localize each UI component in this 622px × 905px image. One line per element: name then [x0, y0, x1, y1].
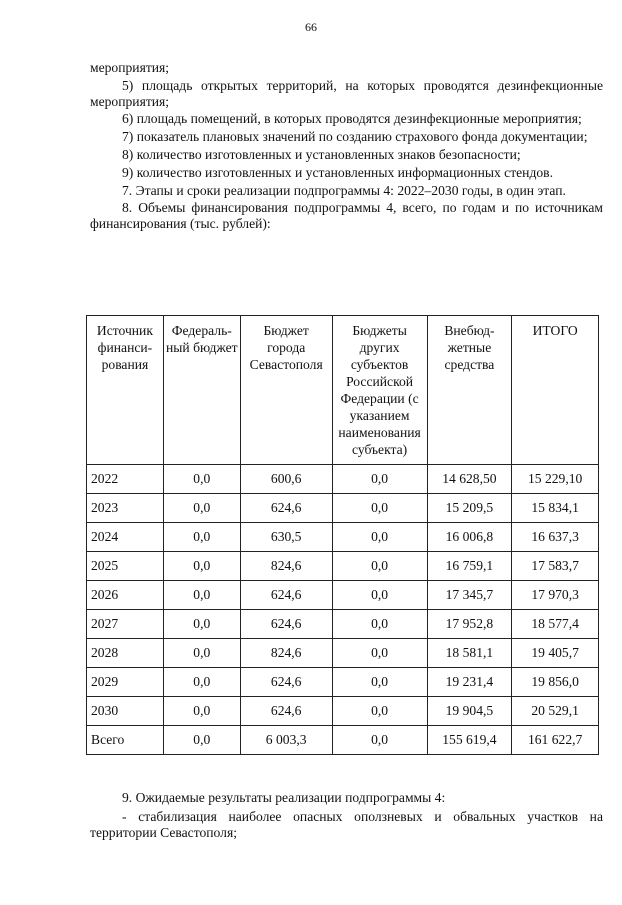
table-cell: 624,6	[240, 668, 332, 697]
table-cell: 624,6	[240, 610, 332, 639]
table-cell: 0,0	[332, 610, 427, 639]
paragraph: 7) показатель плановых значений по созданию страхового фонда документации;	[122, 129, 588, 145]
table-cell: 624,6	[240, 697, 332, 726]
table-cell: 0,0	[332, 465, 427, 494]
table-cell: 16 759,1	[427, 552, 512, 581]
table-row	[87, 697, 599, 726]
results-section	[90, 790, 603, 843]
table-row	[87, 581, 599, 610]
paragraph: 8. Объемы финансирования подпрограммы 4, всего, по годам и по источникам финансирования (тыс. рублей):	[90, 200, 603, 232]
table-cell: 0,0	[163, 494, 240, 523]
body-text	[90, 60, 603, 234]
table-cell: 155 619,4	[427, 726, 512, 755]
table-row	[87, 639, 599, 668]
table-cell: 19 856,0	[512, 668, 599, 697]
table-cell: 624,6	[240, 581, 332, 610]
table-cell: 16 637,3	[512, 523, 599, 552]
header-total: ИТОГО	[512, 316, 599, 465]
table-cell: 0,0	[332, 639, 427, 668]
paragraph: 5) площадь открытых территорий, на которых проводятся дезинфекционные мероприятия;	[90, 77, 603, 109]
table-cell: 2026	[87, 581, 164, 610]
table-cell: 0,0	[332, 726, 427, 755]
table-cell: 15 229,10	[512, 465, 599, 494]
paragraph: 7. Этапы и сроки реализации подпрограммы 4: 2022–2030 годы, в один этап.	[122, 182, 566, 198]
table-cell: 2025	[87, 552, 164, 581]
table-cell: 18 577,4	[512, 610, 599, 639]
table-cell: 0,0	[163, 552, 240, 581]
results-heading: 9. Ожидаемые результаты реализации подпрограммы 4:	[122, 790, 446, 805]
table-cell: 0,0	[163, 639, 240, 668]
table-cell: Всего	[87, 726, 164, 755]
table-cell: 17 583,7	[512, 552, 599, 581]
table-row	[87, 726, 599, 755]
table-row	[87, 552, 599, 581]
header-extrabudgetary: Внебюд-жетные средства	[427, 316, 512, 465]
table-cell: 2022	[87, 465, 164, 494]
table-cell: 6 003,3	[240, 726, 332, 755]
table-cell: 0,0	[163, 726, 240, 755]
paragraph: 6) площадь помещений, в которых проводятся дезинфекционные мероприятия;	[122, 111, 582, 127]
table-cell: 15 834,1	[512, 494, 599, 523]
table-cell: 2029	[87, 668, 164, 697]
table-cell: 0,0	[163, 581, 240, 610]
table-cell: 0,0	[163, 523, 240, 552]
table-cell: 18 581,1	[427, 639, 512, 668]
table-cell: 824,6	[240, 552, 332, 581]
table-cell: 630,5	[240, 523, 332, 552]
table-row	[87, 668, 599, 697]
table-cell: 2030	[87, 697, 164, 726]
paragraph: 9) количество изготовленных и установленных информационных стендов.	[122, 164, 553, 180]
table-cell: 0,0	[332, 668, 427, 697]
table-cell: 0,0	[332, 581, 427, 610]
table-cell: 19 904,5	[427, 697, 512, 726]
table-cell: 20 529,1	[512, 697, 599, 726]
table-cell: 17 345,7	[427, 581, 512, 610]
table-cell: 2024	[87, 523, 164, 552]
table-row	[87, 494, 599, 523]
table-cell: 161 622,7	[512, 726, 599, 755]
table-cell: 0,0	[163, 465, 240, 494]
header-federal: Федераль-ный бюджет	[163, 316, 240, 465]
table-cell: 824,6	[240, 639, 332, 668]
paragraph: мероприятия;	[90, 60, 170, 75]
table-cell: 600,6	[240, 465, 332, 494]
table-cell: 19 231,4	[427, 668, 512, 697]
table-cell: 14 628,50	[427, 465, 512, 494]
table-cell: 2023	[87, 494, 164, 523]
table-cell: 15 209,5	[427, 494, 512, 523]
table-row	[87, 465, 599, 494]
financing-table	[86, 315, 599, 755]
table-cell: 0,0	[163, 668, 240, 697]
page-number: 66	[305, 20, 317, 34]
header-source: Источник финанси-рования	[87, 316, 164, 465]
table-cell: 2028	[87, 639, 164, 668]
table-row	[87, 610, 599, 639]
table-cell: 624,6	[240, 494, 332, 523]
header-other-subjects: Бюджеты других субъектов Российской Федерации (с указанием наименования субъекта)	[332, 316, 427, 465]
table-cell: 0,0	[332, 552, 427, 581]
table-cell: 17 952,8	[427, 610, 512, 639]
paragraph: 8) количество изготовленных и установленных знаков безопасности;	[122, 146, 521, 162]
table-cell: 0,0	[332, 697, 427, 726]
table-cell: 0,0	[163, 610, 240, 639]
table-cell: 0,0	[332, 523, 427, 552]
table-cell: 16 006,8	[427, 523, 512, 552]
table-row	[87, 523, 599, 552]
table-cell: 19 405,7	[512, 639, 599, 668]
table-cell: 0,0	[163, 697, 240, 726]
table-cell: 17 970,3	[512, 581, 599, 610]
header-city-budget: Бюджет города Севастополя	[240, 316, 332, 465]
table-header-row	[87, 316, 599, 465]
results-item: - стабилизация наиболее опасных оползневых и обвальных участков на территории Севастополя;	[90, 809, 603, 840]
table-cell: 2027	[87, 610, 164, 639]
table-cell: 0,0	[332, 494, 427, 523]
